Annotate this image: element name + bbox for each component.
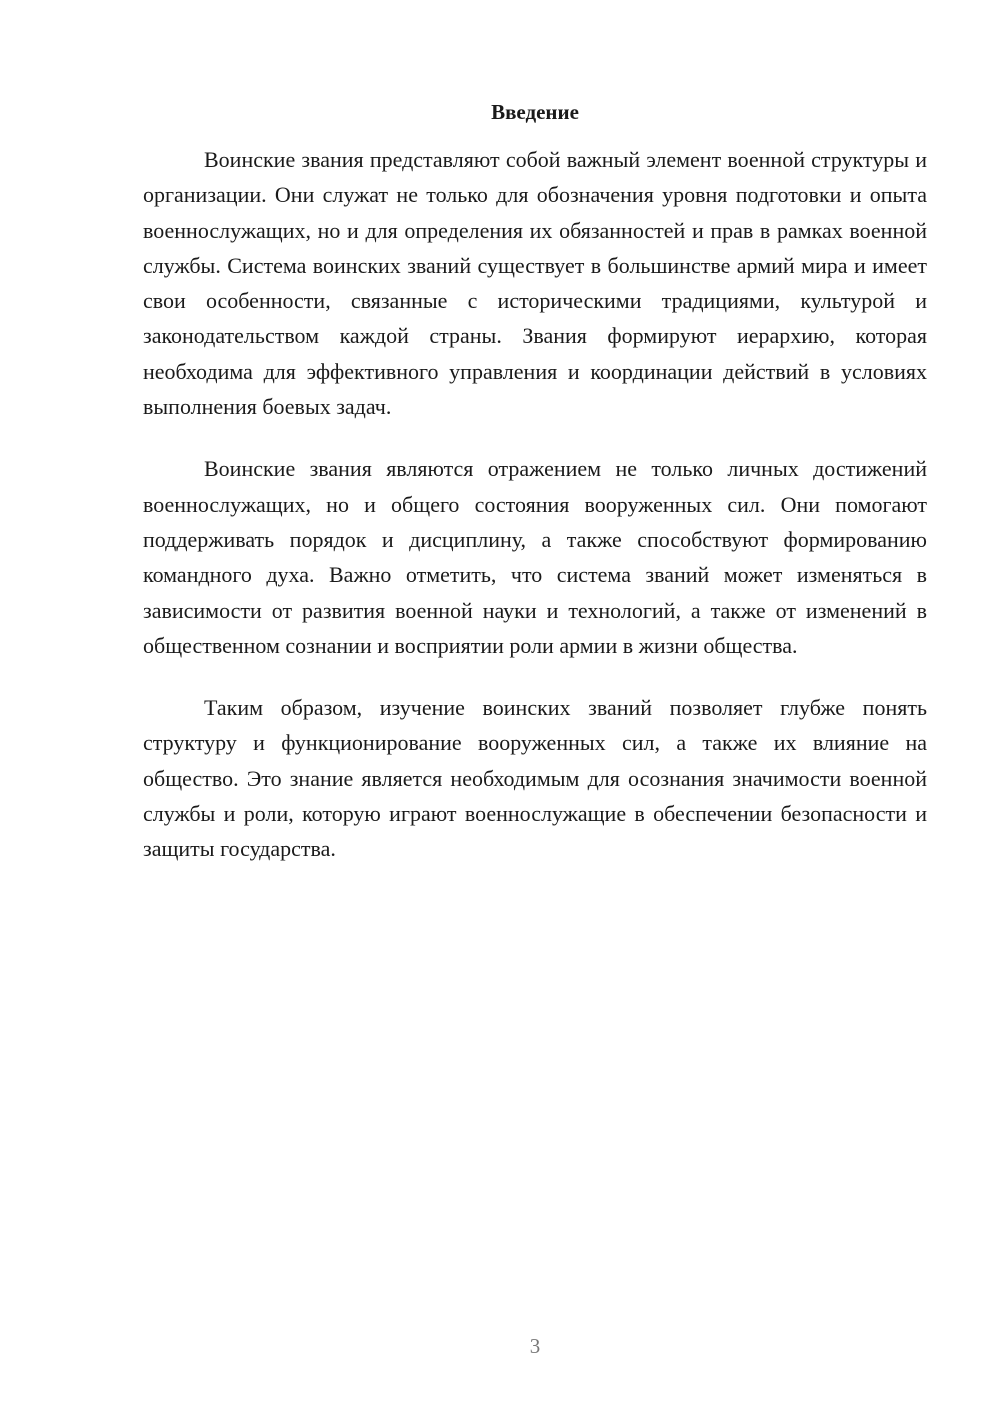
paragraph-3: Таким образом, изучение воинских званий позволяет глубже понять структуру и функционирование вооруженных сил, а также их влияние на общество. Это знание является необходимым для осознания значимости военной службы и роли, которую играют военнослужащие в обеспечении безопасности и защиты государства. bbox=[143, 695, 927, 862]
page-number: 3 bbox=[529, 1334, 541, 1358]
page-title: Введение bbox=[491, 100, 579, 124]
paragraph-1: Воинские звания представляют собой важный элемент военной структуры и организации. Они служат не только для обозначения уровня подготовки и опыта военнослужащих, но и для определения их обязанностей и прав в рамках военной службы. Система воинских званий существует в большинстве армий мира и имеет свои особенности, связанные с историческими традициями, культурой и законодательством каждой страны. Звания формируют иерархию, которая необходима для эффективного управления и координации действий в условиях выполнения боевых задач. bbox=[143, 147, 927, 420]
document-body bbox=[143, 142, 927, 894]
paragraph-2: Воинские звания являются отражением не только личных достижений военнослужащих, но и общего состояния вооруженных сил. Они помогают поддерживать порядок и дисциплину, а также способствуют формированию командного духа. Важно отметить, что система званий может изменяться в зависимости от развития военной науки и технологий, а также от изменений в общественном сознании и восприятии роли армии в жизни общества. bbox=[143, 456, 927, 658]
